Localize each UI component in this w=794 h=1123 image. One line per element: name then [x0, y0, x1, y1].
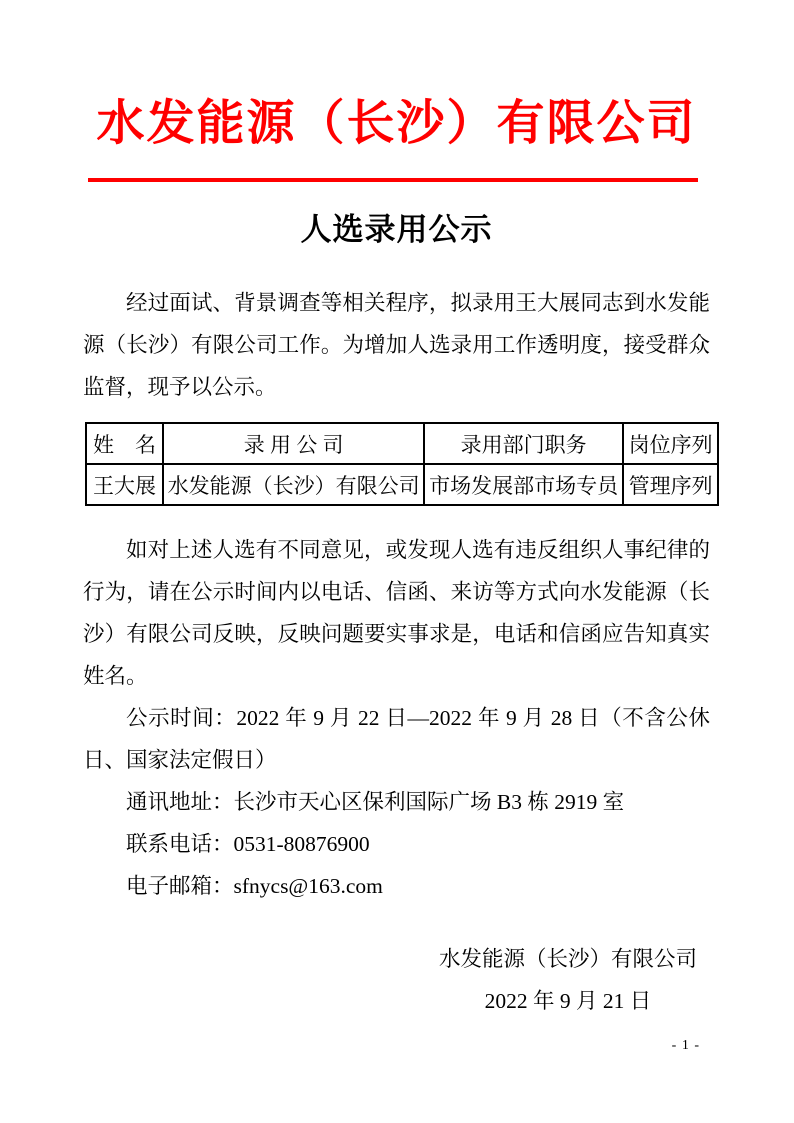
- signature-block: [439, 938, 697, 1022]
- letterhead-divider: [88, 178, 698, 182]
- company-letterhead: 水发能源（长沙）有限公司: [96, 97, 697, 150]
- table-header-series: 岗位序列: [623, 423, 718, 464]
- page-number: - 1 -: [671, 1038, 700, 1053]
- document-body: [83, 282, 713, 907]
- phone-line: 联系电话：0531-80876900: [126, 832, 370, 856]
- intro-paragraph: 经过面试、背景调查等相关程序，拟录用王大展同志到水发能源（长沙）有限公司工作。为增加人选录用工作透明度，接受群众监督，现予以公示。: [83, 291, 710, 399]
- email-line: 电子邮箱：sfnycs@163.com: [126, 874, 383, 898]
- cell-hiring-company: 水发能源（长沙）有限公司: [163, 464, 424, 505]
- signature-company: 水发能源（长沙）有限公司: [438, 947, 697, 971]
- cell-post-series: 管理序列: [623, 464, 718, 505]
- document-title: 人选录用公示: [300, 212, 493, 247]
- candidate-table: [85, 422, 719, 506]
- table-header-position: 录用部门职务: [424, 423, 623, 464]
- publicity-period-line: 公示时间：2022 年 9 月 22 日—2022 年 9 月 28 日（不含公休日、国家法定假日）: [83, 706, 710, 772]
- address-line: 通讯地址：长沙市天心区保利国际广场 B3 栋 2919 室: [126, 790, 625, 814]
- signature-area: [83, 938, 710, 1022]
- table-header-row: [86, 423, 718, 464]
- cell-candidate-name: 王大展: [86, 464, 163, 505]
- cell-department-position: 市场发展部市场专员: [424, 464, 623, 505]
- table-row: [86, 464, 718, 505]
- table-header-name: 姓 名: [86, 423, 163, 464]
- table-header-company: 录 用 公 司: [163, 423, 424, 464]
- signature-date: 2022 年 9 月 21 日: [484, 989, 652, 1013]
- objection-paragraph: 如对上述人选有不同意见，或发现人选有违反组织人事纪律的行为，请在公示时间内以电话、信函、来访等方式向水发能源（长沙）有限公司反映，反映问题要实事求是，电话和信函应告知真实姓名。: [83, 538, 710, 688]
